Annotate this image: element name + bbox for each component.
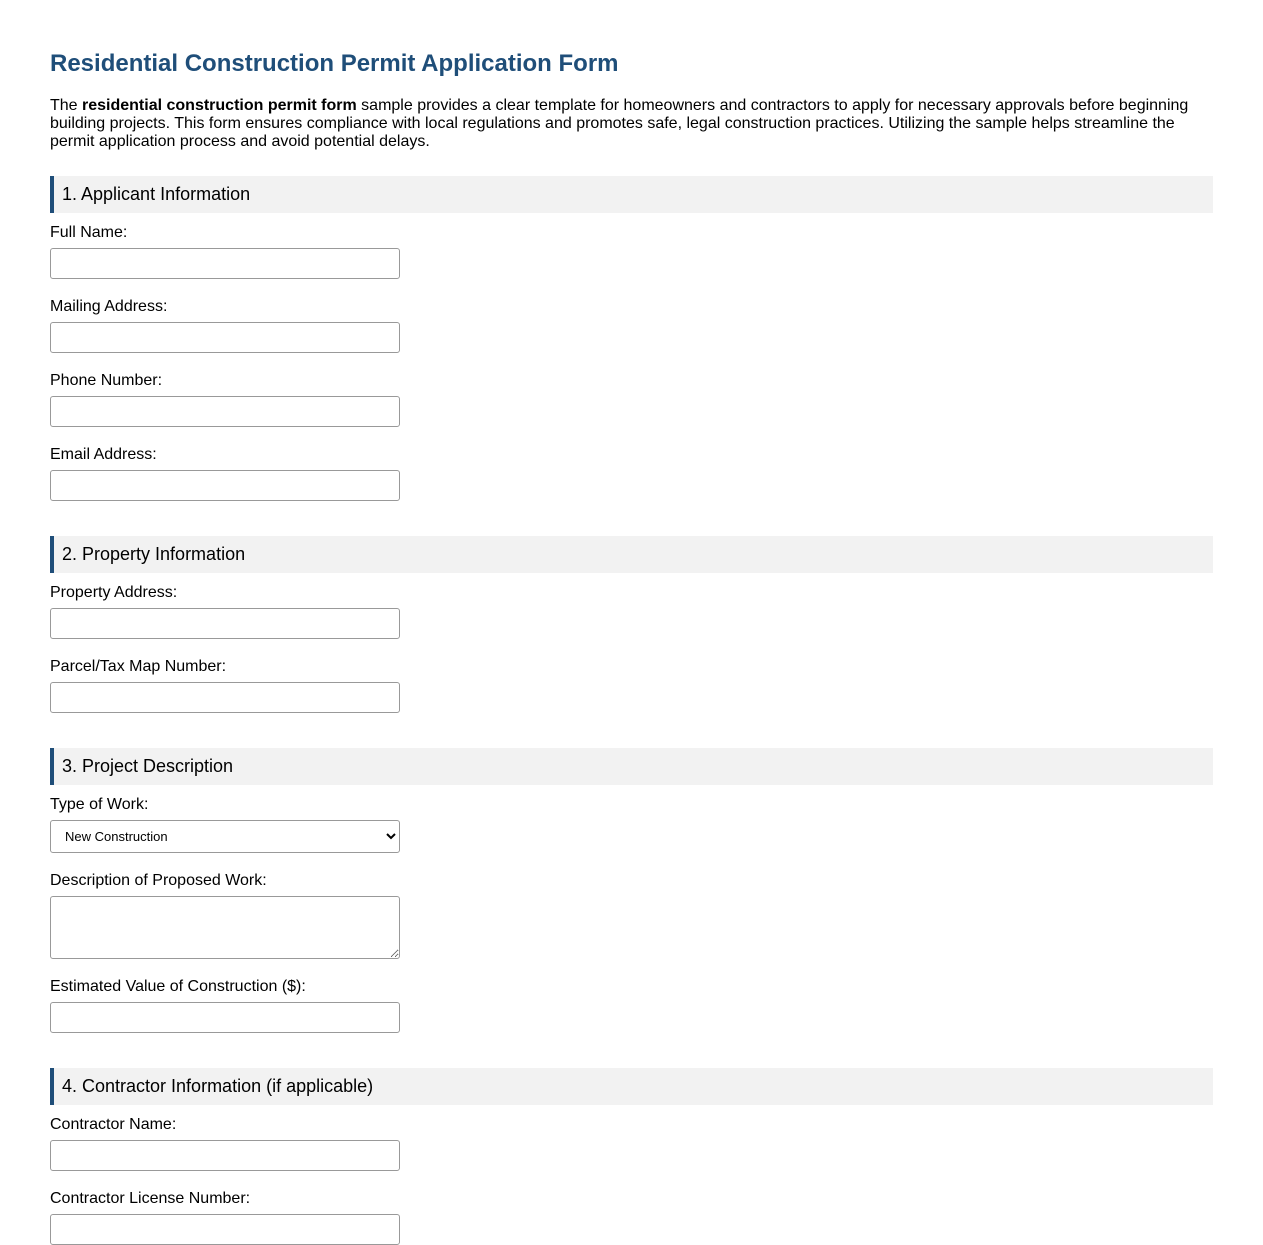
field-property-address: [50, 584, 1213, 639]
section-header-applicant: 1. Applicant Information: [50, 176, 1213, 213]
field-description: [50, 872, 1213, 959]
full-name-input[interactable]: [50, 248, 400, 279]
field-estimated-value: [50, 978, 1213, 1033]
contractor-license-input[interactable]: [50, 1214, 400, 1245]
property-address-label: Property Address:: [50, 584, 178, 601]
contractor-name-input[interactable]: [50, 1140, 400, 1171]
page-title: Residential Construction Permit Application Form: [50, 50, 619, 77]
contractor-license-label: Contractor License Number:: [50, 1190, 251, 1207]
intro-paragraph: [50, 97, 1213, 151]
field-contractor-license: [50, 1190, 1213, 1245]
section-header-project: 3. Project Description: [50, 748, 1213, 785]
email-address-input[interactable]: [50, 470, 400, 501]
field-type-of-work: [50, 796, 1213, 853]
intro-suffix: sample provides a clear template for homeowners and contractors to apply for necessary approvals before beginning building projects. This form ensures compliance with local regulations and promotes safe, legal construction practices. Utilizing the sample helps streamline the permit application process and avoid potential delays.: [50, 97, 1189, 150]
phone-number-label: Phone Number:: [50, 372, 163, 389]
parcel-number-label: Parcel/Tax Map Number:: [50, 658, 227, 675]
section-header-contractor: 4. Contractor Information (if applicable): [50, 1068, 1213, 1105]
description-textarea[interactable]: [50, 896, 400, 959]
estimated-value-input[interactable]: [50, 1002, 400, 1033]
field-mailing-address: [50, 298, 1213, 353]
section-header-property: 2. Property Information: [50, 536, 1213, 573]
field-full-name: [50, 224, 1213, 279]
field-email-address: [50, 446, 1213, 501]
estimated-value-label: Estimated Value of Construction ($):: [50, 978, 306, 995]
email-address-label: Email Address:: [50, 446, 157, 463]
field-phone-number: [50, 372, 1213, 427]
field-contractor-name: [50, 1116, 1213, 1171]
type-of-work-label: Type of Work:: [50, 796, 149, 813]
field-parcel-number: [50, 658, 1213, 713]
full-name-label: Full Name:: [50, 224, 128, 241]
mailing-address-label: Mailing Address:: [50, 298, 168, 315]
mailing-address-input[interactable]: [50, 322, 400, 353]
contractor-name-label: Contractor Name:: [50, 1116, 177, 1133]
parcel-number-input[interactable]: [50, 682, 400, 713]
type-of-work-select[interactable]: [50, 820, 400, 853]
phone-number-input[interactable]: [50, 396, 400, 427]
property-address-input[interactable]: [50, 608, 400, 639]
description-label: Description of Proposed Work:: [50, 872, 267, 889]
intro-prefix: The: [50, 97, 83, 114]
intro-bold: residential construction permit form: [82, 97, 357, 114]
